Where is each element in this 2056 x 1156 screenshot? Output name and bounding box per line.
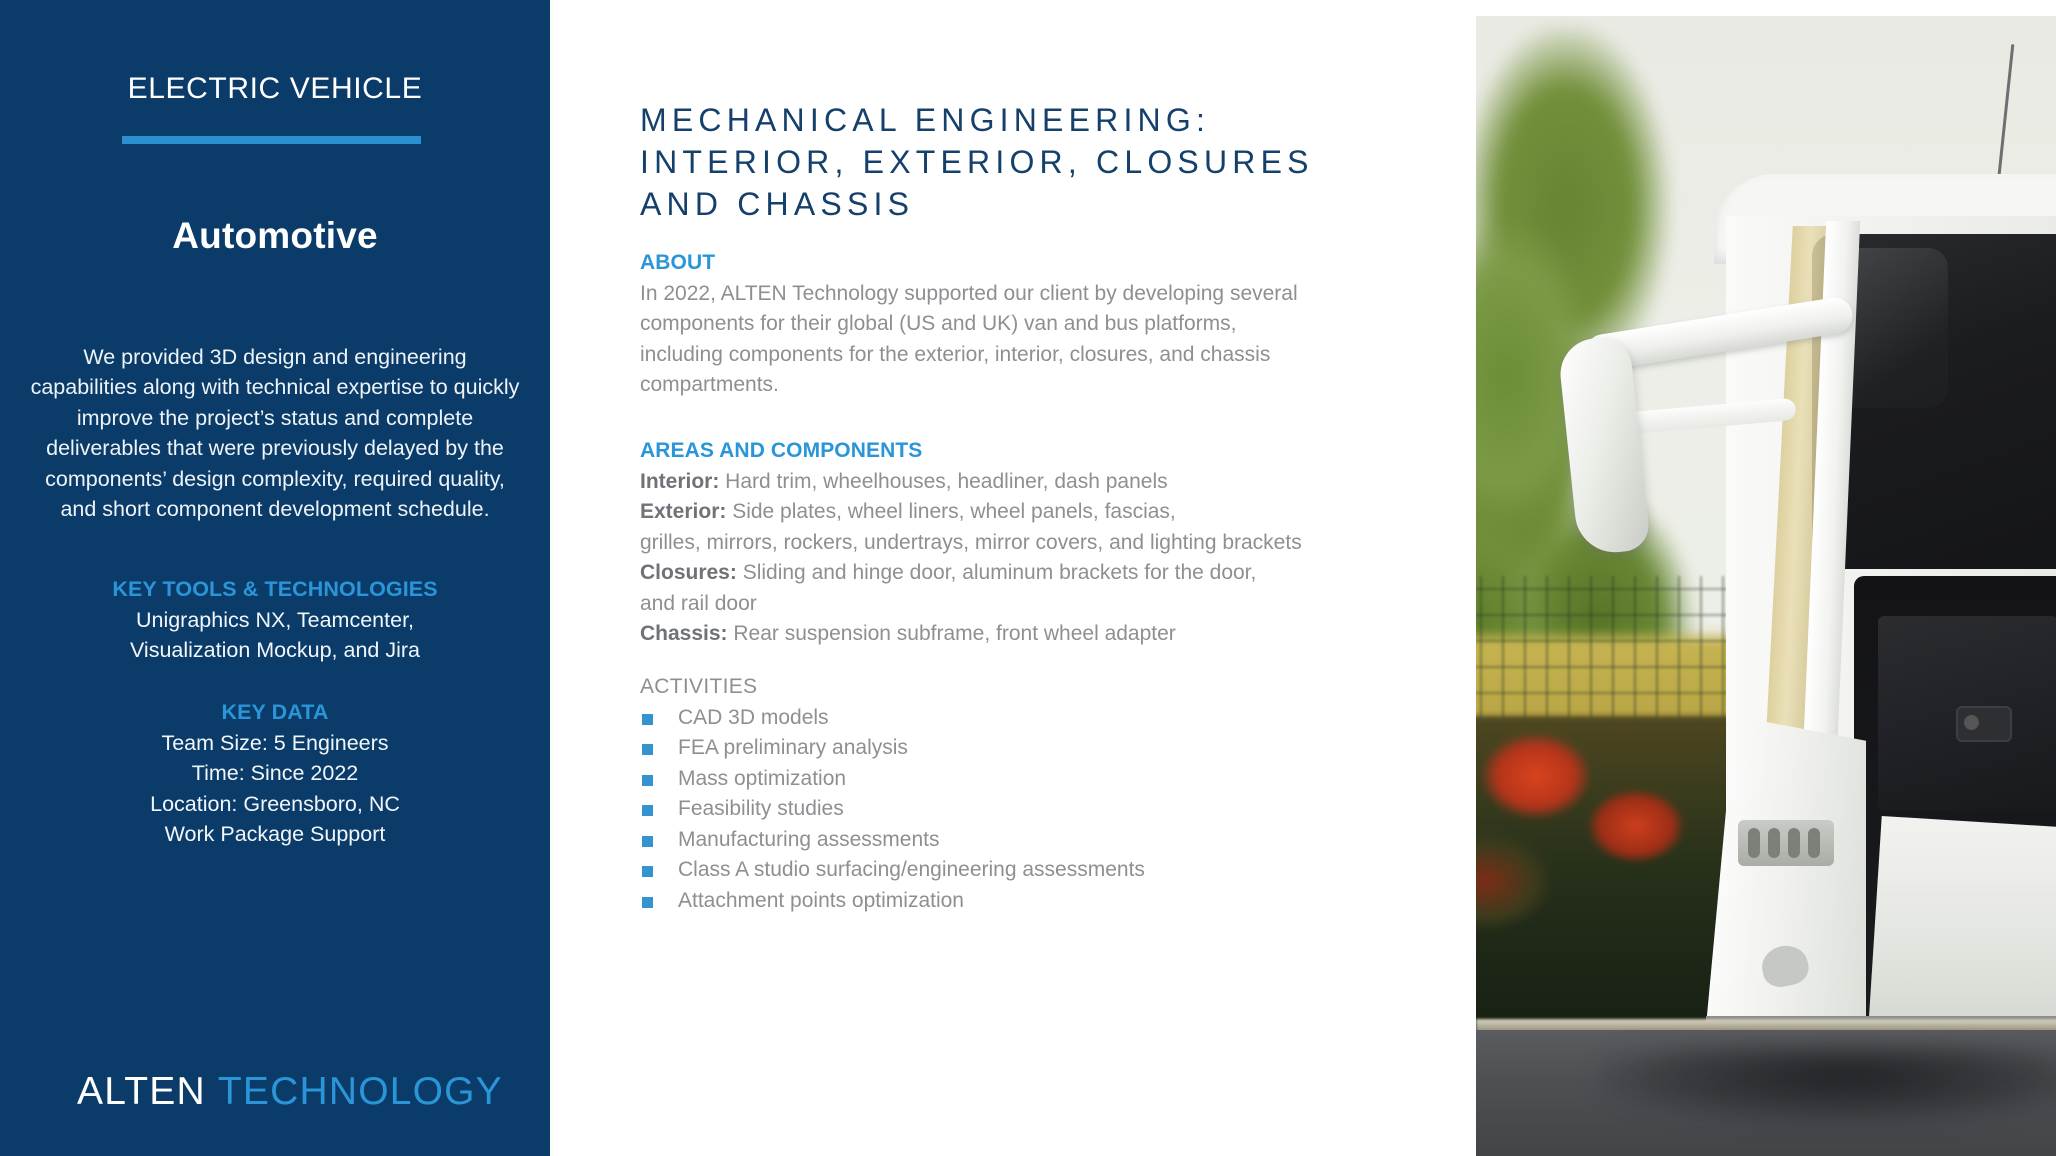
key-data-line: Time: Since 2022	[191, 761, 359, 786]
areas-row	[640, 558, 1420, 589]
list-item	[640, 855, 1420, 886]
activities-section	[640, 672, 1420, 916]
areas-row	[640, 467, 1420, 498]
areas-and-components-section	[640, 436, 1420, 650]
areas-row	[640, 528, 1420, 559]
areas-row	[640, 619, 1420, 650]
about-heading: ABOUT	[640, 251, 716, 274]
vent-slat	[1788, 828, 1800, 858]
alten-technology-logo	[77, 1070, 503, 1114]
list-item	[640, 703, 1420, 734]
list-item	[640, 825, 1420, 856]
bullet-square-icon	[642, 897, 653, 908]
sidebar-eyebrow: ELECTRIC VEHICLE	[127, 72, 423, 105]
areas-row-label: Chassis:	[640, 622, 728, 645]
list-item	[640, 733, 1420, 764]
sidebar	[0, 0, 550, 1156]
list-item-label: FEA preliminary analysis	[678, 736, 908, 759]
sidebar-category-title: Automotive	[172, 214, 378, 256]
key-data-heading: KEY DATA	[221, 700, 329, 724]
list-item-label: Feasibility studies	[678, 797, 844, 820]
list-item-label: Attachment points optimization	[678, 888, 964, 912]
areas-row-text: and rail door	[640, 591, 757, 615]
about-line: compartments.	[640, 373, 779, 396]
list-item-label: Manufacturing assessments	[678, 827, 940, 851]
bus-photo	[1476, 16, 2056, 1156]
areas-row-text: Hard trim, wheelhouses, headliner, dash panels	[719, 469, 1168, 493]
list-item-label: Mass optimization	[678, 766, 847, 790]
bullet-square-icon	[642, 775, 653, 786]
about-line: components for their global (US and UK) van and bus platforms,	[640, 312, 1237, 335]
main-content	[550, 0, 1436, 1156]
about-line: In 2022, ALTEN Technology supported our client by developing several	[640, 281, 1298, 305]
about-section	[640, 248, 1420, 401]
areas-row-text: grilles, mirrors, rockers, undertrays, mirror covers, and lighting brackets	[640, 530, 1302, 554]
areas-row-label: Exterior:	[640, 500, 727, 523]
list-item	[640, 794, 1420, 825]
bus-door-handle	[1956, 706, 2012, 742]
about-line: including components for the exterior, interior, closures, and chassis	[640, 342, 1271, 366]
bus-door-lower-panel	[1864, 816, 2056, 1026]
areas-row-text: Rear suspension subframe, front wheel adapter	[727, 622, 1176, 645]
key-data-line: Team Size: 5 Engineers	[161, 730, 389, 755]
areas-row	[640, 497, 1420, 528]
bullet-square-icon	[642, 836, 653, 847]
photo-bus-shadow	[1596, 1046, 2056, 1141]
list-item	[640, 886, 1420, 917]
key-data-line: Location: Greensboro, NC	[150, 791, 400, 816]
areas-row-text: Sliding and hinge door, aluminum brackets for the door,	[736, 561, 1257, 584]
list-item	[640, 764, 1420, 795]
vent-slat	[1768, 828, 1780, 858]
key-tools-section	[25, 574, 525, 666]
activities-list	[640, 703, 1420, 917]
areas-row-label: Interior:	[640, 469, 720, 493]
logo-technology-text: TECHNOLOGY	[217, 1070, 503, 1113]
accent-divider	[122, 136, 421, 144]
key-data-section	[25, 697, 525, 850]
key-tools-line: Unigraphics NX, Teamcenter,	[135, 607, 415, 632]
key-data-line: Work Package Support	[164, 822, 386, 847]
list-item-label: Class A studio surfacing/engineering assessments	[678, 858, 1145, 881]
list-item-label: CAD 3D models	[678, 705, 829, 729]
key-tools-heading: KEY TOOLS & TECHNOLOGIES	[112, 577, 438, 601]
activities-heading: ACTIVITIES	[640, 675, 758, 698]
vent-slat	[1748, 828, 1760, 858]
areas-row-label: Closures:	[640, 561, 737, 584]
areas-heading: AREAS AND COMPONENTS	[640, 439, 923, 462]
bus-vent-grille	[1738, 820, 1834, 866]
areas-row-text: Side plates, wheel liners, wheel panels, fascias,	[726, 500, 1176, 523]
key-tools-line: Visualization Mockup, and Jira	[129, 638, 420, 663]
vent-slat	[1808, 828, 1820, 858]
logo-alten-text: ALTEN	[77, 1070, 206, 1113]
bullet-square-icon	[642, 866, 653, 877]
bullet-square-icon	[642, 744, 653, 755]
areas-row	[640, 589, 1420, 620]
page-title: MECHANICAL ENGINEERING: INTERIOR, EXTERIOR, CLOSURES AND CHASSIS	[640, 101, 1314, 222]
bullet-square-icon	[642, 805, 653, 816]
sidebar-description: We provided 3D design and engineering capabilities along with technical expertise to quickly improve the project’s status and complete deliverables that were previously delayed by the components’ design complexity, required quality, and short component development schedule.	[30, 344, 520, 522]
bullet-square-icon	[642, 714, 653, 725]
